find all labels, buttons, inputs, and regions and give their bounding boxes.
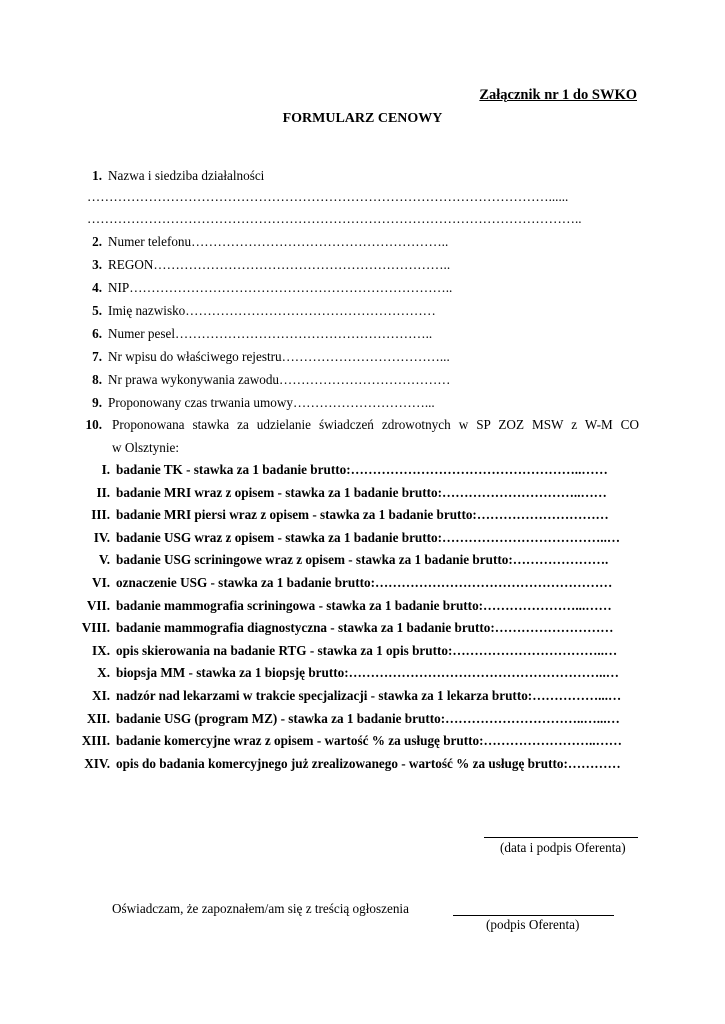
field-label: Nr prawa wykonywania zawodu…………………………………	[108, 372, 451, 387]
service-price-line	[60, 755, 621, 773]
service-price-line	[60, 642, 617, 660]
service-price-line	[60, 529, 620, 547]
service-text: opis do badania komercyjnego już zrealizowanego - wartość % za usługę brutto:…………	[116, 755, 621, 771]
form-field	[80, 394, 435, 412]
roman-numeral: X.	[97, 665, 110, 681]
service-price-line	[60, 506, 609, 524]
roman-numeral: VII.	[86, 597, 110, 613]
service-text: biopsja MM - stawka za 1 biopsję brutto:…………………………………………………..…	[116, 665, 619, 681]
roman-numeral: XIV.	[84, 755, 110, 771]
service-price-line	[60, 619, 613, 637]
roman-numeral: VIII.	[81, 620, 110, 636]
service-price-line	[60, 461, 608, 479]
service-text: badanie mammografia diagnostyczna - stawka za 1 badanie brutto:………………………	[116, 620, 614, 636]
form-field	[80, 348, 450, 366]
field-number: 1.	[92, 168, 102, 183]
annex-label: Załącznik nr 1 do SWKO	[479, 87, 637, 103]
field-number: 5.	[92, 303, 102, 318]
form-field	[80, 279, 452, 297]
roman-numeral: VI.	[92, 575, 110, 590]
service-text: badanie USG wraz z opisem - stawka za 1 badanie brutto:………………………………..…	[116, 529, 621, 545]
form-field	[80, 233, 448, 251]
service-price-line	[60, 484, 607, 502]
field-number: 3.	[92, 257, 102, 272]
form-field	[87, 210, 582, 228]
signature-caption-1: (data i podpis Oferenta)	[500, 840, 626, 855]
field-number: 2.	[92, 234, 102, 249]
roman-numeral: II.	[96, 484, 110, 500]
service-price-line	[60, 664, 619, 682]
field-label: Nazwa i siedziba działalności	[108, 168, 265, 183]
service-price-line	[60, 732, 622, 750]
field-10	[80, 414, 639, 459]
service-text: nadzór nad lekarzami w trakcie specjalizacji - stawka za 1 lekarza brutto:……………...…	[116, 688, 622, 703]
form-field	[80, 167, 264, 185]
service-text: badanie mammografia scriningowa - stawka za 1 badanie brutto:…………………...……	[116, 597, 612, 613]
roman-numeral: III.	[91, 507, 110, 523]
field-label: Nr wpisu do właściwego rejestru………………………………...	[108, 349, 450, 364]
service-price-line	[60, 710, 620, 728]
roman-numeral: XI.	[92, 688, 110, 703]
service-text: opis skierowania na badanie RTG - stawka za 1 opis brutto:……………………………..…	[116, 642, 618, 658]
roman-numeral: I.	[101, 462, 110, 477]
field-label: REGON…………………………………………………………..	[108, 257, 451, 272]
field-number: 10.	[85, 417, 102, 432]
roman-numeral: IV.	[93, 529, 110, 545]
field-number: 7.	[92, 349, 102, 364]
field-label: Proponowany czas trwania umowy…………………………...	[108, 395, 435, 410]
roman-numeral: XII.	[86, 710, 110, 726]
form-field	[80, 371, 450, 389]
service-text: badanie MRI wraz z opisem - stawka za 1 badanie brutto:…………………………..……	[116, 484, 607, 500]
form-field	[80, 302, 436, 320]
service-text: oznaczenie USG - stawka za 1 badanie brutto:………………………………………………	[116, 575, 613, 590]
service-text: badanie MRI piersi wraz z opisem - stawka za 1 badanie brutto:…………………………	[116, 507, 609, 523]
declaration-text: Oświadczam, że zapoznałem/am się z treścią ogłoszenia	[112, 901, 409, 916]
signature-line-2	[453, 915, 614, 916]
form-title: FORMULARZ CENOWY	[282, 111, 443, 126]
service-price-line	[60, 687, 621, 705]
form-field	[80, 325, 432, 343]
service-text: badanie USG (program MZ) - stawka za 1 badanie brutto:…………………………..…...…	[116, 710, 620, 726]
field-number: 6.	[92, 326, 102, 341]
field-label: ……………………………………………………………………………………………......	[87, 189, 569, 204]
service-price-line	[60, 597, 612, 615]
form-field	[80, 256, 450, 274]
field-label: …………………………………………………………………………………………………..	[87, 211, 582, 226]
service-text: badanie TK - stawka za 1 badanie brutto:……………………………………………..……	[116, 462, 608, 477]
field-number: 8.	[92, 372, 102, 387]
field-label: Numer telefonu…………………………………………………..	[108, 234, 449, 249]
field-label: Numer pesel…………………………………………………..	[108, 326, 433, 341]
roman-numeral: V.	[98, 552, 110, 568]
service-text: badanie USG scriningowe wraz z opisem - stawka za 1 badanie brutto:………………….	[116, 552, 609, 568]
field-number: 9.	[92, 395, 102, 410]
roman-numeral: IX.	[92, 642, 110, 658]
roman-numeral: XIII.	[81, 733, 110, 749]
field-10-line1: Proponowana stawka za udzielanie świadczeń zdrowotnych w SP ZOZ MSW z W-M CO	[112, 417, 639, 432]
field-label: Imię nazwisko…………………………………………………	[108, 303, 436, 318]
service-price-line	[60, 551, 608, 569]
field-label: NIP………………………………………………………………..	[108, 280, 453, 295]
field-number: 4.	[92, 280, 102, 295]
form-field	[87, 188, 568, 206]
service-text: badanie komercyjne wraz z opisem - wartość % za usługę brutto:……………………..……	[116, 733, 622, 749]
signature-line-1	[484, 837, 638, 838]
field-10-line2: w Olsztynie:	[112, 439, 180, 455]
signature-caption-2: (podpis Oferenta)	[486, 917, 580, 932]
service-price-line	[60, 574, 612, 592]
